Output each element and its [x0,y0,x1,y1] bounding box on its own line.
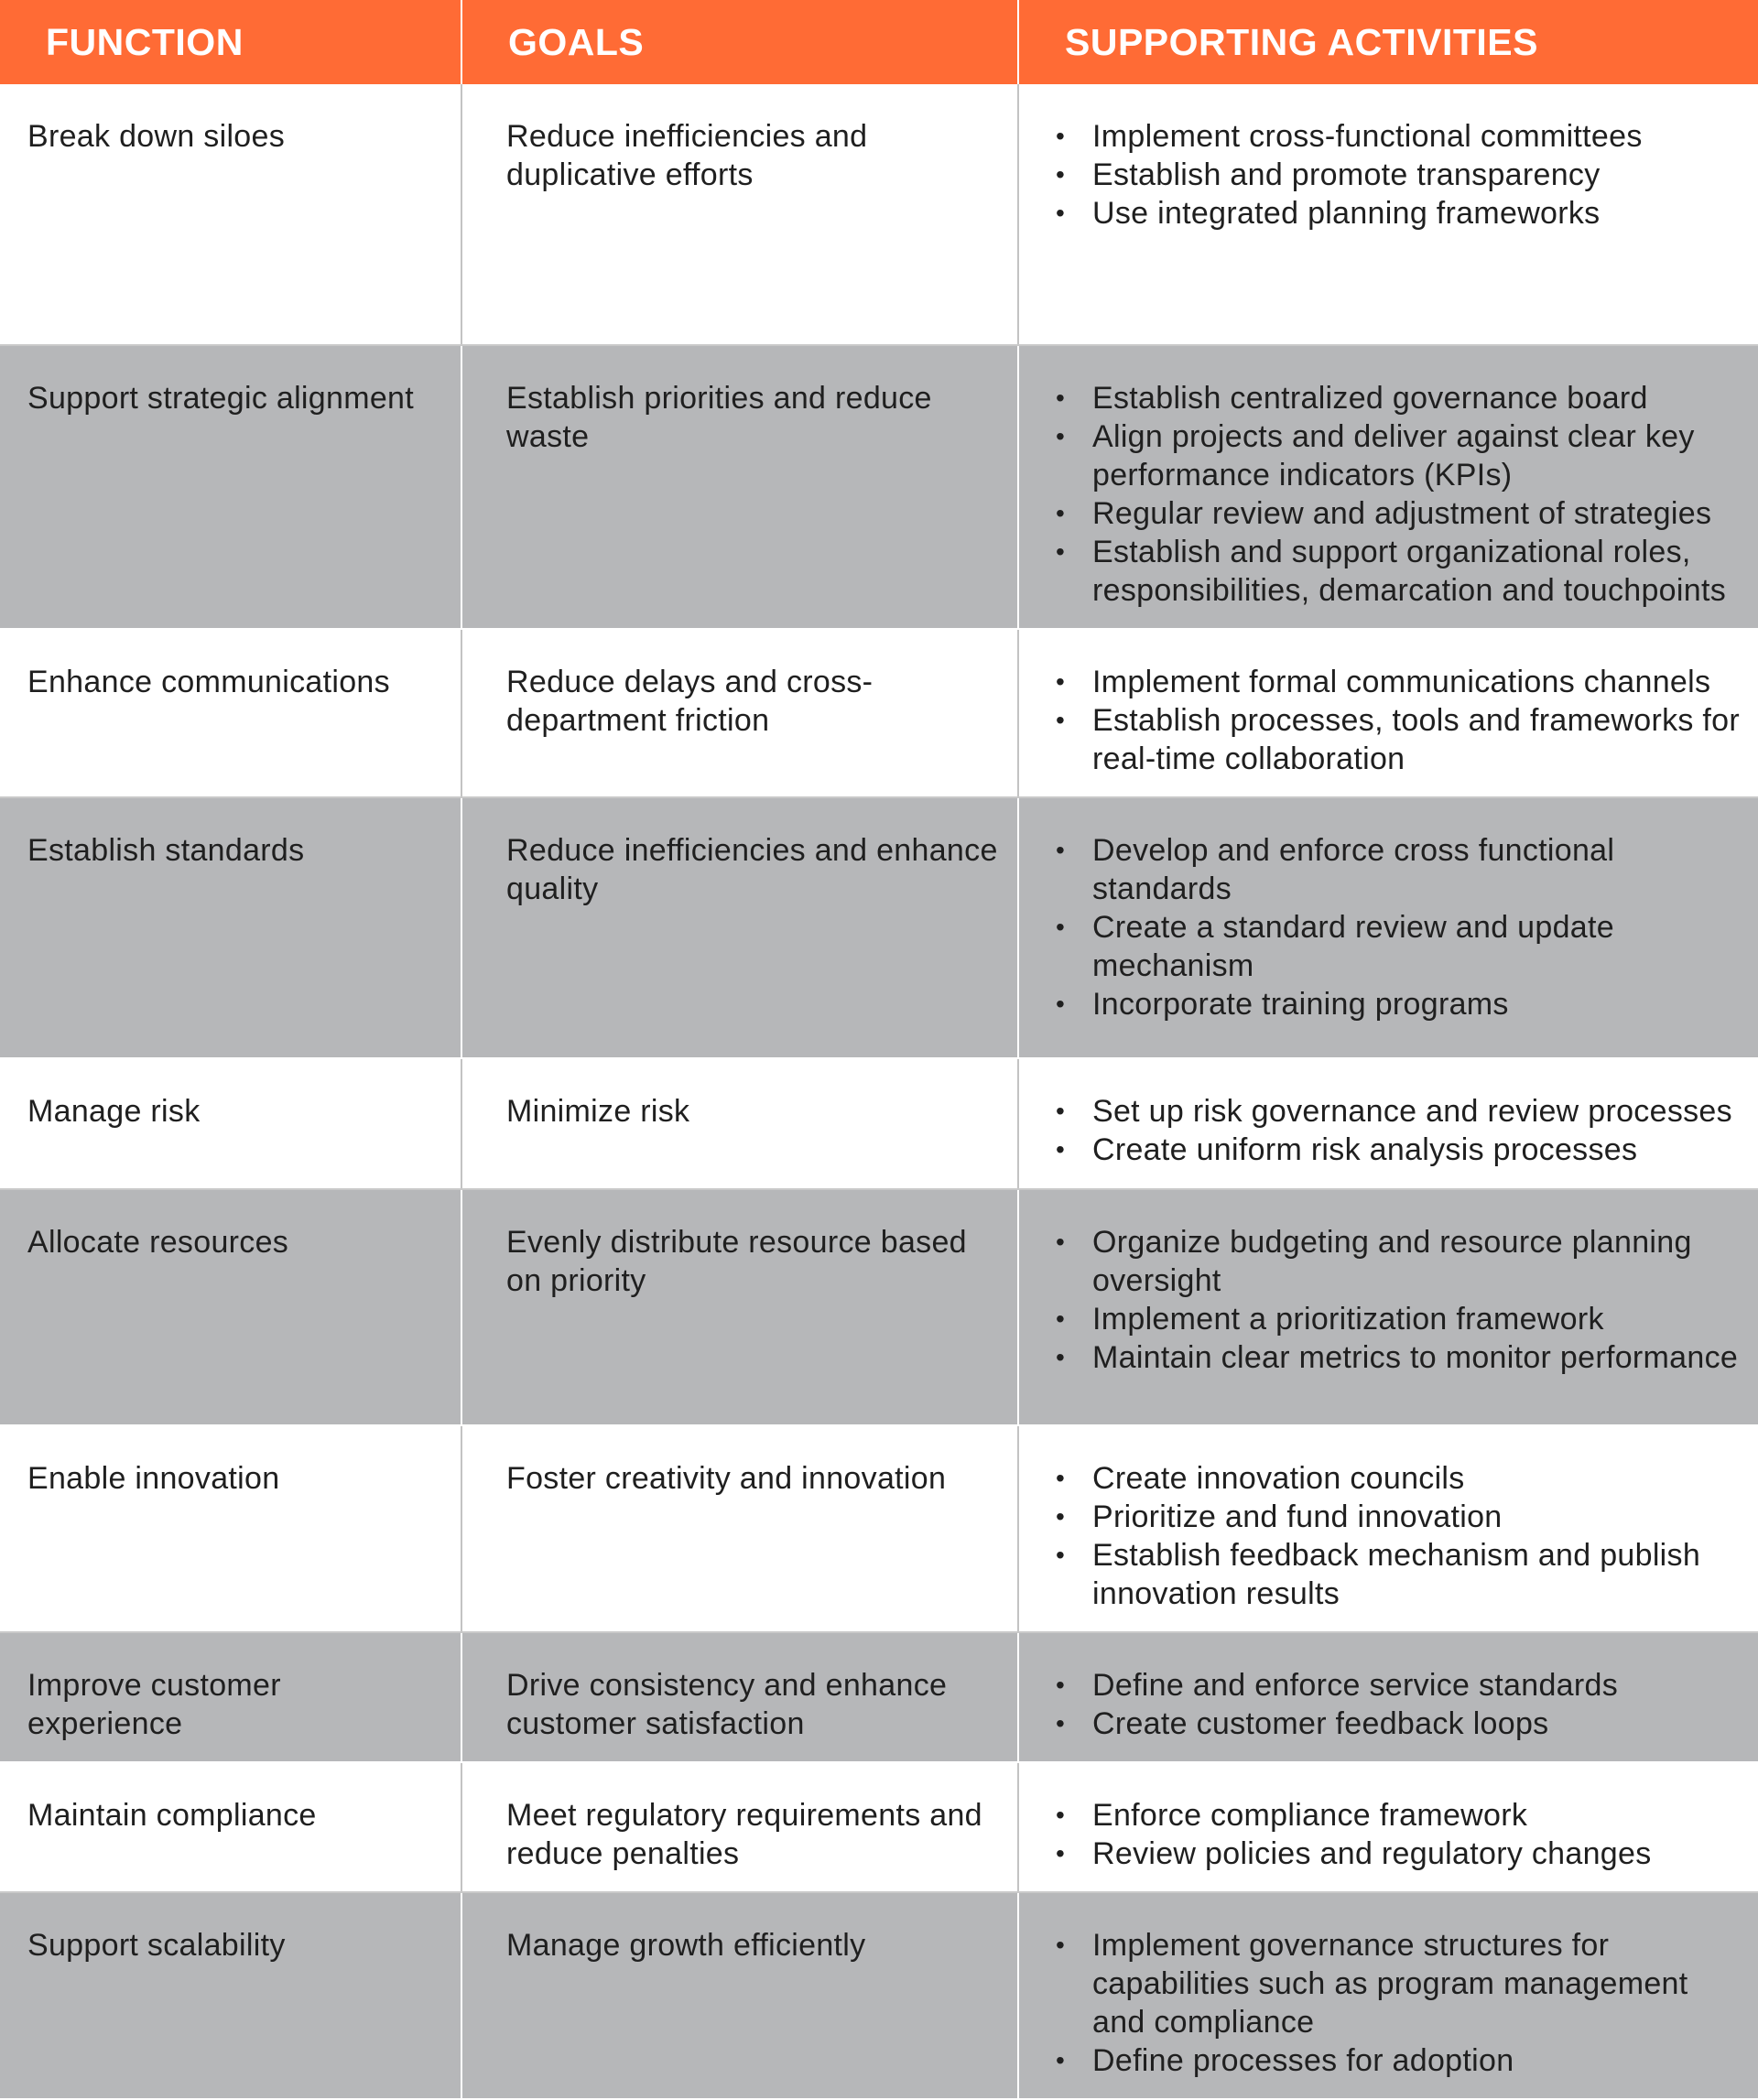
list-item: • Establish centralized governance board [1056,379,1740,417]
activity-list [1056,1666,1740,1743]
list-item: • Define and enforce service standards [1056,1666,1740,1705]
list-item: • Establish feedback mechanism and publish innovation results [1056,1536,1740,1613]
activity-list [1056,1796,1740,1873]
function-cell: Support strategic alignment [0,345,461,629]
list-item: • Enforce compliance framework [1056,1796,1740,1835]
table-row [0,1892,1758,2099]
list-item: • Implement cross-functional committees [1056,117,1740,156]
list-item: • Create uniform risk analysis processes [1056,1131,1740,1169]
list-item: • Create customer feedback loops [1056,1705,1740,1743]
function-cell: Support scalability [0,1892,461,2099]
function-cell: Establish standards [0,797,461,1058]
list-item: • Use integrated planning frameworks [1056,194,1740,233]
activity-list [1056,831,1740,1023]
list-item: • Regular review and adjustment of strategies [1056,494,1740,533]
list-item: • Maintain clear metrics to monitor performance [1056,1338,1740,1377]
list-item: • Establish and promote transparency [1056,156,1740,194]
table-body [0,84,1758,2099]
activities-cell [1018,1892,1758,2099]
list-item: • Set up risk governance and review processes [1056,1092,1740,1131]
table-row [0,1762,1758,1892]
activity-list [1056,1926,1740,2080]
list-item: • Align projects and deliver against clear key performance indicators (KPIs) [1056,417,1740,494]
list-item: • Incorporate training programs [1056,985,1740,1023]
activity-list [1056,117,1740,233]
activity-list [1056,1459,1740,1613]
table-row [0,84,1758,345]
list-item: • Create innovation councils [1056,1459,1740,1498]
goal-cell: Meet regulatory requirements and reduce penalties [461,1762,1018,1892]
goal-cell: Reduce inefficiencies and duplicative efforts [461,84,1018,345]
activities-cell [1018,1632,1758,1762]
table-header [0,0,1758,84]
header-goals: GOALS [461,0,1018,84]
activity-list [1056,663,1740,778]
table-row [0,797,1758,1058]
function-cell: Break down siloes [0,84,461,345]
activities-cell [1018,345,1758,629]
activities-cell [1018,1762,1758,1892]
list-item: • Create a standard review and update mechanism [1056,908,1740,985]
list-item: • Implement a prioritization framework [1056,1300,1740,1338]
activities-cell [1018,797,1758,1058]
table-row [0,345,1758,629]
function-cell: Improve customer experience [0,1632,461,1762]
list-item: • Organize budgeting and resource planning oversight [1056,1223,1740,1300]
table-row [0,1058,1758,1189]
list-item: • Establish processes, tools and frameworks for real-time collaboration [1056,701,1740,778]
goal-cell: Foster creativity and innovation [461,1425,1018,1632]
activities-cell [1018,1425,1758,1632]
header-row [0,0,1758,84]
table-row [0,1425,1758,1632]
goal-cell: Reduce inefficiencies and enhance quality [461,797,1018,1058]
list-item: • Implement formal communications channels [1056,663,1740,701]
goal-cell: Minimize risk [461,1058,1018,1189]
activities-cell [1018,84,1758,345]
goal-cell: Evenly distribute resource based on priority [461,1189,1018,1425]
table-row [0,629,1758,797]
list-item: • Implement governance structures for capabilities such as program management and compliance [1056,1926,1740,2041]
function-cell: Enable innovation [0,1425,461,1632]
activity-list [1056,379,1740,610]
activities-cell [1018,1189,1758,1425]
activity-list [1056,1092,1740,1169]
table-row [0,1632,1758,1762]
activities-cell [1018,629,1758,797]
header-function: FUNCTION [0,0,461,84]
list-item: • Prioritize and fund innovation [1056,1498,1740,1536]
list-item: • Develop and enforce cross functional standards [1056,831,1740,908]
function-cell: Maintain compliance [0,1762,461,1892]
list-item: • Review policies and regulatory changes [1056,1835,1740,1873]
header-supporting-activities: SUPPORTING ACTIVITIES [1018,0,1758,84]
goal-cell: Manage growth efficiently [461,1892,1018,2099]
activities-cell [1018,1058,1758,1189]
function-cell: Allocate resources [0,1189,461,1425]
list-item: • Define processes for adoption [1056,2041,1740,2080]
goal-cell: Establish priorities and reduce waste [461,345,1018,629]
table-row [0,1189,1758,1425]
goal-cell: Reduce delays and cross-department friction [461,629,1018,797]
function-cell: Enhance communications [0,629,461,797]
goal-cell: Drive consistency and enhance customer satisfaction [461,1632,1018,1762]
activity-list [1056,1223,1740,1377]
list-item: • Establish and support organizational roles, responsibilities, demarcation and touchpoints [1056,533,1740,610]
function-cell: Manage risk [0,1058,461,1189]
